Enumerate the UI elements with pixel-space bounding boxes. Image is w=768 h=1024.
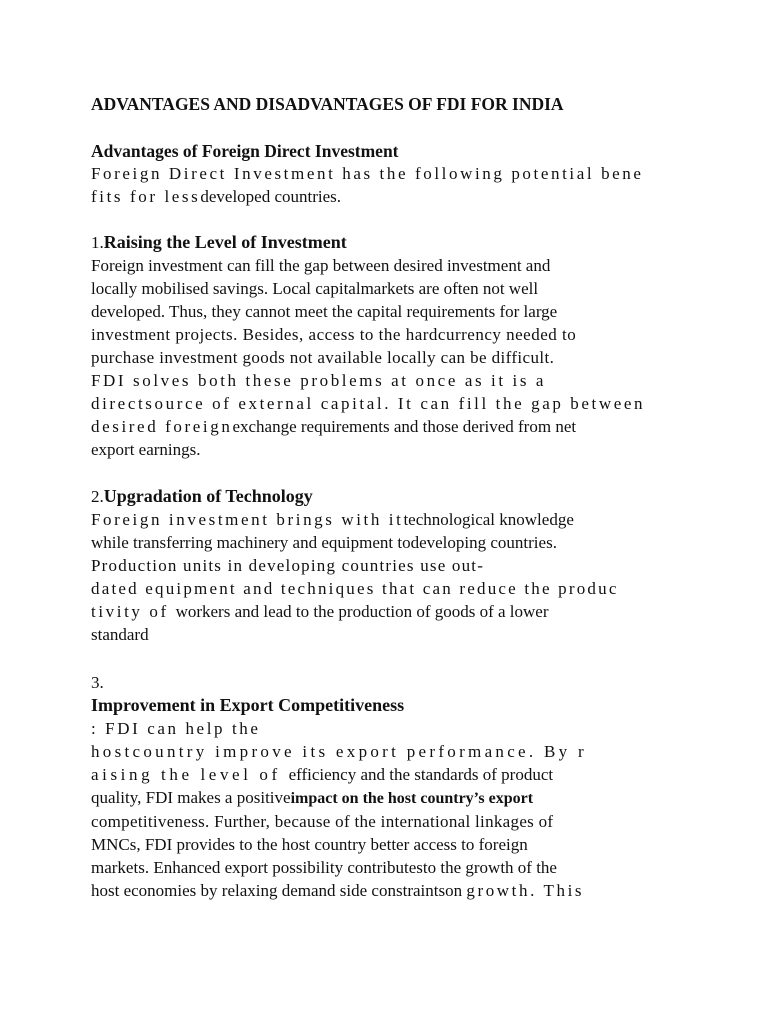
- section-1-heading: [91, 231, 688, 254]
- section-1-line-1: Foreign investment can fill the gap between desired investment and: [91, 256, 551, 275]
- section-1-line-5: purchase investment goods not available locally can be difficult.: [91, 348, 555, 367]
- section-3-line-2: hostcountry improve its export performance. By r: [91, 742, 587, 761]
- section-3-line-4b: impact on the host country’s export: [290, 790, 534, 807]
- section-2-line-1b: technological knowledge: [403, 510, 574, 529]
- section-1-line-3: developed. Thus, they cannot meet the capital requirements for large: [91, 302, 558, 321]
- section-3-line-1: : FDI can help the: [91, 719, 261, 738]
- section-2-number: 2.: [91, 487, 104, 506]
- section-3-title: Improvement in Export Competitiveness: [91, 695, 405, 715]
- section-3-line-3a: aising the level of: [91, 765, 289, 784]
- section-3-line-5: [91, 810, 688, 833]
- intro-line-2a: fits for less: [91, 187, 201, 206]
- section-2-heading: [91, 485, 688, 508]
- section-3-line-3: [91, 763, 688, 786]
- section-1-line-6: FDI solves both these problems at once as it is a: [91, 371, 547, 390]
- section-1-line-8: [91, 415, 688, 438]
- section-3-line-8a: host economies by relaxing demand side constraintson: [91, 881, 467, 900]
- spacer: [91, 461, 688, 485]
- section-3-line-7: markets. Enhanced export possibility contributesto the growth of the: [91, 858, 557, 877]
- section-2-line-1a: Foreign investment brings with it: [91, 510, 404, 529]
- section-2-line-4: dated equipment and techniques that can reduce the produc: [91, 579, 619, 598]
- section-3-line-6: MNCs, FDI provides to the host country better access to foreign: [91, 835, 528, 854]
- section-1-line-7: directsource of external capital. It can fill the gap between: [91, 394, 646, 413]
- section-2-line-3: Production units in developing countries use out-: [91, 556, 485, 575]
- section-3-line-5a: competitiveness. Further, because of the international linkages of: [91, 812, 554, 831]
- spacer: [91, 646, 688, 671]
- section-2-title: Upgradation of Technology: [103, 486, 313, 506]
- intro-line-1: Foreign Direct Investment has the following potential bene: [91, 164, 644, 183]
- intro-line-2b: developed countries.: [200, 187, 342, 206]
- section-1-line-9: export earnings.: [91, 440, 201, 459]
- section-3-number: 3.: [91, 673, 104, 692]
- section-2-line-6: standard: [91, 625, 149, 644]
- section-3-line-4a: quality, FDI makes a positive: [91, 788, 291, 807]
- section-1-title: Raising the Level of Investment: [103, 232, 347, 252]
- section-2-line-5b: workers and lead to the production of goods of a lower: [175, 602, 549, 621]
- section-3-line-8: [91, 879, 688, 902]
- document-title: ADVANTAGES AND DISADVANTAGES OF FDI FOR INDIA: [91, 94, 564, 114]
- section-1-line-2: locally mobilised savings. Local capitalmarkets are often not well: [91, 279, 539, 298]
- section-2-line-1: [91, 508, 688, 531]
- intro-line-2: [91, 185, 688, 208]
- section-1-line-8b: exchange requirements and those derived from net: [232, 417, 577, 436]
- advantages-heading: Advantages of Foreign Direct Investment: [91, 141, 399, 161]
- section-1-line-4: investment projects. Besides, access to the hardcurrency needed to: [91, 325, 577, 344]
- spacer: [91, 208, 688, 231]
- section-3-line-3b: efficiency and the standards of product: [288, 765, 554, 784]
- section-2-line-5: [91, 600, 688, 623]
- section-3-line-4: [91, 786, 688, 810]
- section-3-line-8b: growth. This: [466, 881, 585, 900]
- section-1-line-8a: desired foreign: [91, 417, 233, 436]
- section-2-line-5a: tivity of: [91, 602, 176, 621]
- section-2-line-2: while transferring machinery and equipment todeveloping countries.: [91, 533, 557, 552]
- section-1-number: 1.: [91, 233, 104, 252]
